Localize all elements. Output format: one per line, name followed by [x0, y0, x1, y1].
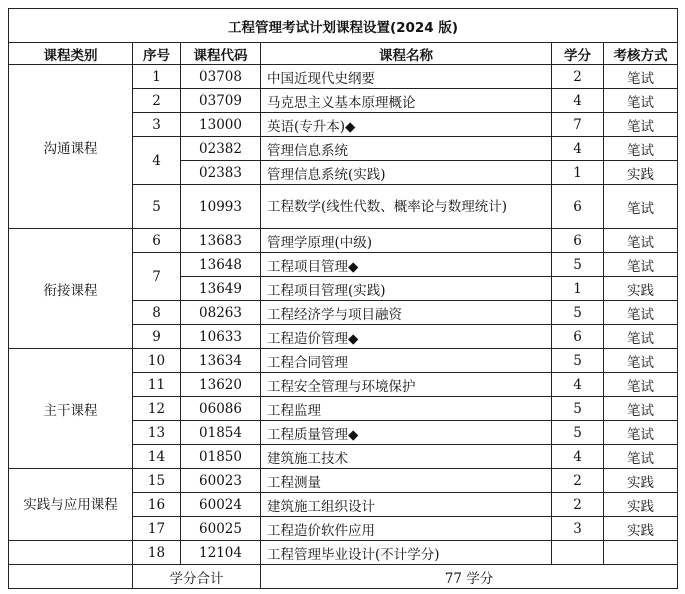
cell-credit: 6: [552, 185, 604, 229]
cell-code: 08263: [181, 301, 261, 325]
cell-seq: 15: [133, 469, 181, 493]
cell-course-name: 管理信息系统: [261, 137, 552, 161]
category-bridging: 衔接课程: [9, 229, 133, 349]
cell-code: 10993: [181, 185, 261, 229]
total-value: 77 学分: [261, 565, 678, 589]
cell-credit: [552, 541, 604, 565]
cell-category-empty: [9, 541, 133, 565]
header-credit: 学分: [552, 43, 604, 65]
cell-credit: 5: [552, 253, 604, 277]
cell-course-name: 英语(专升本)◆: [261, 113, 552, 137]
cell-code: 01854: [181, 421, 261, 445]
cell-code: 06086: [181, 397, 261, 421]
category-core: 主干课程: [9, 349, 133, 469]
cell-exam: 笔试: [604, 113, 678, 137]
cell-exam: 笔试: [604, 137, 678, 161]
cell-credit: 5: [552, 397, 604, 421]
cell-code: 13649: [181, 277, 261, 301]
category-practice: 实践与应用课程: [9, 469, 133, 541]
cell-course-name: 管理学原理(中级): [261, 229, 552, 253]
cell-seq: 13: [133, 421, 181, 445]
cell-seq: 5: [133, 185, 181, 229]
cell-exam: 笔试: [604, 349, 678, 373]
cell-exam: 实践: [604, 493, 678, 517]
cell-course-name: 工程项目管理◆: [261, 253, 552, 277]
cell-credit: 4: [552, 445, 604, 469]
header-code: 课程代码: [181, 43, 261, 65]
table-row: [9, 65, 678, 89]
cell-code: 13634: [181, 349, 261, 373]
cell-code: 13683: [181, 229, 261, 253]
cell-seq: 1: [133, 65, 181, 89]
table-row: [9, 229, 678, 253]
cell-seq: 18: [133, 541, 181, 565]
cell-seq: 12: [133, 397, 181, 421]
cell-code: 12104: [181, 541, 261, 565]
cell-exam: 实践: [604, 469, 678, 493]
cell-course-name: 工程项目管理(实践): [261, 277, 552, 301]
cell-credit: 2: [552, 469, 604, 493]
total-label: 学分合计: [133, 565, 261, 589]
header-row: [9, 43, 678, 65]
cell-credit: 4: [552, 373, 604, 397]
cell-seq: 4: [133, 137, 181, 185]
cell-total-empty: [9, 565, 133, 589]
cell-course-name: 工程造价软件应用: [261, 517, 552, 541]
cell-credit: 1: [552, 277, 604, 301]
header-name: 课程名称: [261, 43, 552, 65]
cell-code: 13620: [181, 373, 261, 397]
cell-credit: 3: [552, 517, 604, 541]
cell-code: 03709: [181, 89, 261, 113]
cell-exam: 笔试: [604, 65, 678, 89]
cell-exam: 笔试: [604, 421, 678, 445]
cell-course-name: 建筑施工组织设计: [261, 493, 552, 517]
header-category: 课程类别: [9, 43, 133, 65]
cell-exam: 笔试: [604, 445, 678, 469]
cell-seq: 6: [133, 229, 181, 253]
cell-code: 60024: [181, 493, 261, 517]
cell-course-name: 工程监理: [261, 397, 552, 421]
cell-exam: 实践: [604, 277, 678, 301]
cell-seq: 17: [133, 517, 181, 541]
cell-course-name: 中国近现代史纲要: [261, 65, 552, 89]
cell-seq: 3: [133, 113, 181, 137]
cell-credit: 4: [552, 89, 604, 113]
cell-course-name: 管理信息系统(实践): [261, 161, 552, 185]
cell-code: 03708: [181, 65, 261, 89]
cell-exam: 笔试: [604, 373, 678, 397]
cell-course-name: 工程安全管理与环境保护: [261, 373, 552, 397]
cell-credit: 2: [552, 65, 604, 89]
cell-exam: 笔试: [604, 185, 678, 229]
table-row: [9, 541, 678, 565]
course-plan-table: [8, 8, 678, 589]
cell-credit: 5: [552, 421, 604, 445]
cell-exam: 实践: [604, 161, 678, 185]
cell-code: 13648: [181, 253, 261, 277]
cell-course-name: 工程测量: [261, 469, 552, 493]
cell-course-name: 工程数学(线性代数、概率论与数理统计): [261, 185, 552, 229]
cell-exam: 笔试: [604, 301, 678, 325]
cell-seq: 9: [133, 325, 181, 349]
cell-code: 10633: [181, 325, 261, 349]
cell-seq: 10: [133, 349, 181, 373]
cell-credit: 6: [552, 229, 604, 253]
cell-credit: 5: [552, 349, 604, 373]
cell-exam: 笔试: [604, 253, 678, 277]
cell-course-name: 工程造价管理◆: [261, 325, 552, 349]
cell-seq: 16: [133, 493, 181, 517]
cell-course-name: 工程管理毕业设计(不计学分): [261, 541, 552, 565]
cell-code: 60023: [181, 469, 261, 493]
table-row: [9, 349, 678, 373]
cell-credit: 1: [552, 161, 604, 185]
cell-exam: [604, 541, 678, 565]
cell-course-name: 工程合同管理: [261, 349, 552, 373]
cell-seq: 2: [133, 89, 181, 113]
cell-seq: 11: [133, 373, 181, 397]
cell-credit: 2: [552, 493, 604, 517]
total-row: [9, 565, 678, 589]
title-row: [9, 9, 678, 43]
cell-code: 02383: [181, 161, 261, 185]
cell-seq: 14: [133, 445, 181, 469]
cell-exam: 笔试: [604, 89, 678, 113]
cell-seq: 7: [133, 253, 181, 301]
cell-course-name: 工程质量管理◆: [261, 421, 552, 445]
table-title: 工程管理考试计划课程设置(2024 版): [9, 9, 678, 43]
cell-code: 60025: [181, 517, 261, 541]
header-seq: 序号: [133, 43, 181, 65]
cell-exam: 笔试: [604, 397, 678, 421]
cell-course-name: 建筑施工技术: [261, 445, 552, 469]
cell-credit: 4: [552, 137, 604, 161]
cell-seq: 8: [133, 301, 181, 325]
table-row: [9, 469, 678, 493]
cell-code: 13000: [181, 113, 261, 137]
cell-course-name: 马克思主义基本原理概论: [261, 89, 552, 113]
cell-exam: 实践: [604, 517, 678, 541]
cell-credit: 7: [552, 113, 604, 137]
cell-exam: 笔试: [604, 229, 678, 253]
header-exam: 考核方式: [604, 43, 678, 65]
cell-course-name: 工程经济学与项目融资: [261, 301, 552, 325]
cell-exam: 笔试: [604, 325, 678, 349]
cell-code: 01850: [181, 445, 261, 469]
cell-credit: 5: [552, 301, 604, 325]
cell-credit: 6: [552, 325, 604, 349]
category-communication: 沟通课程: [9, 65, 133, 229]
cell-code: 02382: [181, 137, 261, 161]
